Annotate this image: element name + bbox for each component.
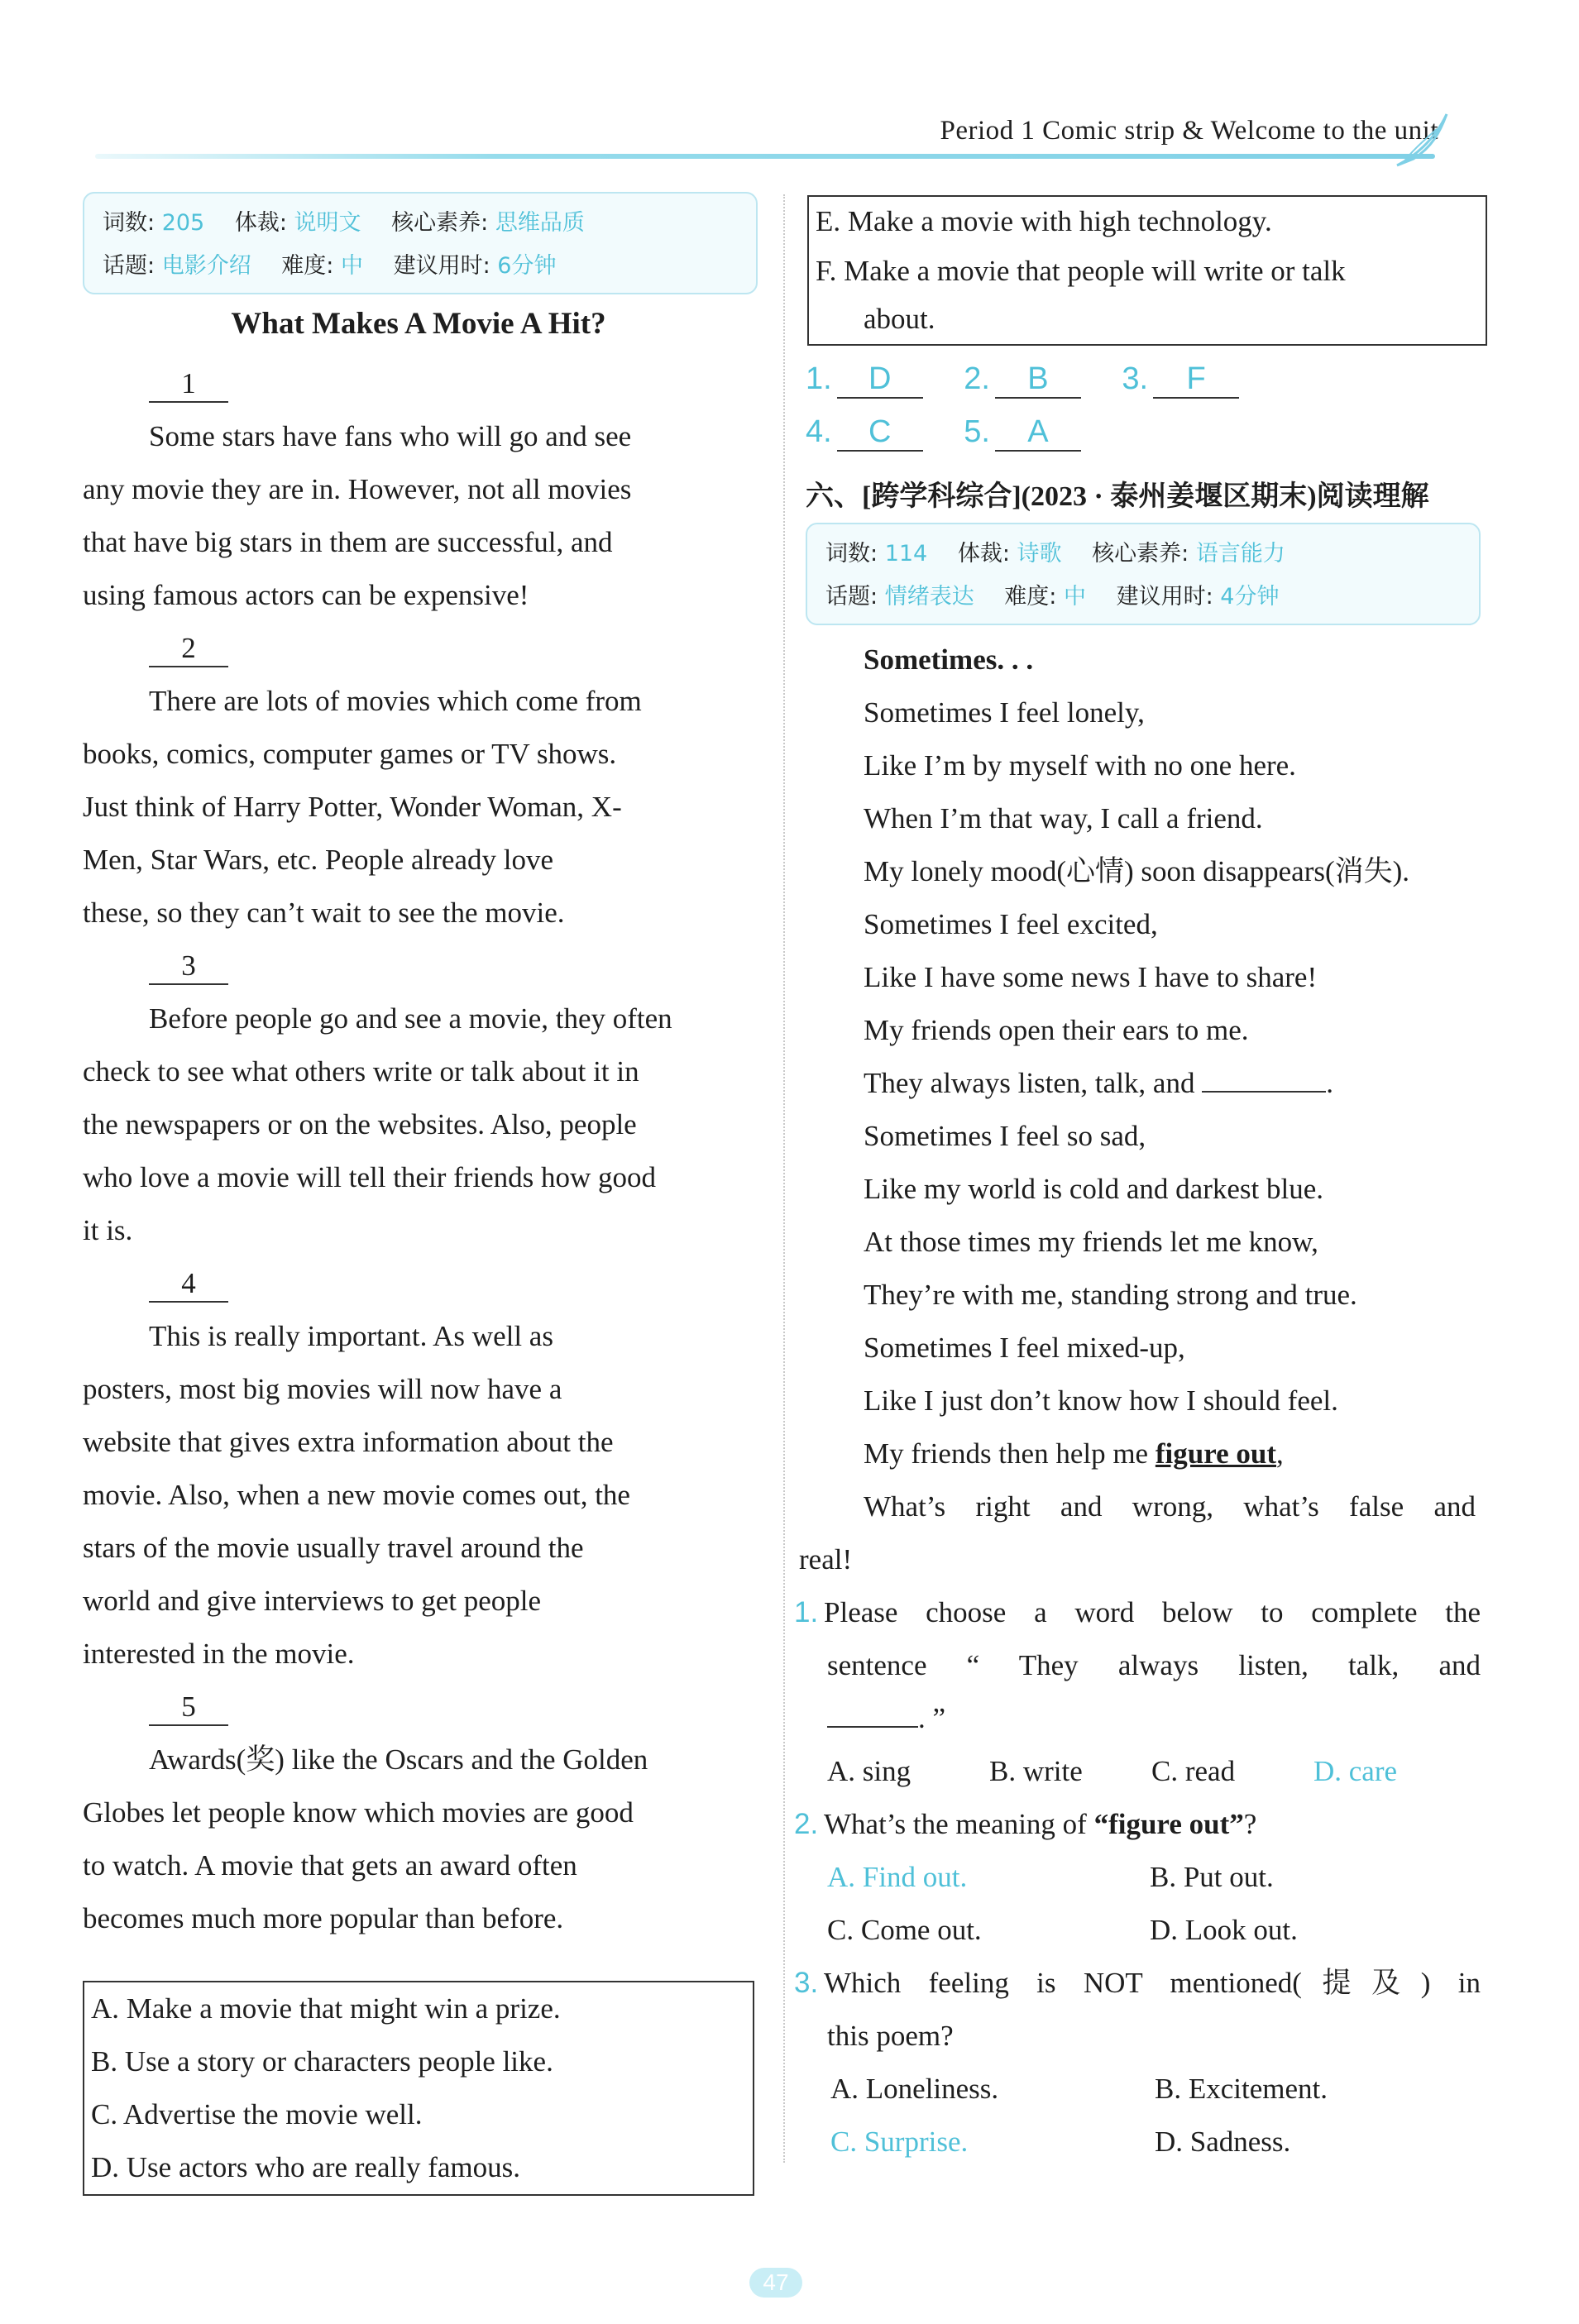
paragraph-2 xyxy=(83,675,758,940)
choice: C. Come out. xyxy=(827,1914,982,1946)
genre-value: 说明文 xyxy=(294,210,361,236)
line: using famous actors can be expensive! xyxy=(83,579,529,611)
poem-line: Like my world is cold and darkest blue. xyxy=(864,1173,1323,1205)
time-value: 6分钟 xyxy=(497,253,557,279)
section-number-3 xyxy=(83,940,758,992)
choice-answer: A. Find out. xyxy=(827,1861,968,1893)
running-header: Period 1 Comic strip & Welcome to the unit xyxy=(940,116,1438,146)
option-d: D. Use actors who are really famous. xyxy=(91,2151,520,2183)
word-count-label: 词数: xyxy=(103,210,156,236)
competency-value: 思维品质 xyxy=(495,210,585,236)
line: This is really important. As well as xyxy=(149,1320,553,1352)
line: posters, most big movies will now have a xyxy=(83,1373,562,1405)
line: Just think of Harry Potter, Wonder Woman, X- xyxy=(83,791,622,823)
question-number: 3. xyxy=(794,1967,819,1999)
line: Before people go and see a movie, they often xyxy=(149,1002,672,1035)
genre-value: 诗歌 xyxy=(1017,541,1062,567)
option-f: F. Make a movie that people will write or talk xyxy=(816,255,1346,287)
topic-label: 话题: xyxy=(103,253,156,279)
poem-title: Sometimes. . . xyxy=(864,643,1034,676)
article-title: What Makes A Movie A Hit? xyxy=(231,307,606,341)
genre-label: 体裁: xyxy=(234,210,287,236)
choice: D. Sadness. xyxy=(1155,2126,1291,2158)
line: movie. Also, when a new movie comes out, the xyxy=(83,1479,630,1511)
line: Awards(奖) like the Oscars and the Golden xyxy=(149,1743,648,1776)
difficulty-label: 难度: xyxy=(281,253,334,279)
answer-blank: C xyxy=(837,414,923,452)
blank-5: 5 xyxy=(149,1690,228,1726)
competency-label: 核心素养: xyxy=(391,210,489,236)
line: these, so they can’t wait to see the movie. xyxy=(83,897,565,929)
poem-line: My friends open their ears to me. xyxy=(864,1014,1249,1046)
poem xyxy=(864,634,1492,1533)
paragraph-5 xyxy=(83,1733,758,1945)
question-3-choices xyxy=(830,2063,1328,2116)
answer-num: 3. xyxy=(1122,361,1149,396)
poem-line: When I’m that way, I call a friend. xyxy=(864,802,1263,834)
feather-icon xyxy=(1389,108,1455,174)
poem-line-with-bold xyxy=(864,1427,1492,1480)
question-text: . xyxy=(918,1702,926,1734)
line: it is. xyxy=(83,1214,133,1246)
line: Some stars have fans who will go and see xyxy=(149,420,632,452)
line: to watch. A movie that gets an award often xyxy=(83,1849,577,1882)
section-number-5 xyxy=(83,1681,758,1733)
question-1: 1. Please choose a word below to complete the sentence “ They always listen, talk, and . ” xyxy=(794,1586,1481,1745)
option-f-cont: about. xyxy=(864,303,935,335)
choice: B. write xyxy=(989,1755,1083,1787)
line: the newspapers or on the websites. Also, people xyxy=(83,1108,637,1140)
question-text: this poem? xyxy=(827,2020,954,2052)
question-text: Please choose a word below to complete the xyxy=(824,1596,1481,1628)
line: There are lots of movies which come from xyxy=(149,685,642,717)
poem-line: Like I’m by myself with no one here. xyxy=(864,749,1296,782)
poem-last-line: real! xyxy=(799,1543,853,1576)
question-number: 2. xyxy=(794,1808,819,1840)
difficulty-label: 难度: xyxy=(1004,584,1057,610)
blank-2: 2 xyxy=(149,631,228,667)
choice: B. Excitement. xyxy=(1155,2073,1328,2105)
section-heading: 六、[跨学科综合](2023 · 泰州姜堰区期末)阅读理解 xyxy=(806,481,1429,512)
question-3-choices-row2 xyxy=(830,2116,1290,2169)
topic-label: 话题: xyxy=(825,584,878,610)
question-text: ? xyxy=(1243,1808,1257,1840)
right-info-box xyxy=(806,523,1481,625)
line: interested in the movie. xyxy=(83,1638,355,1670)
question-3 xyxy=(794,1957,1481,2063)
article-body xyxy=(83,357,758,1945)
poem-line: They always listen, talk, and xyxy=(864,1067,1195,1099)
line: stars of the movie usually travel around the xyxy=(83,1532,584,1564)
paragraph-4 xyxy=(83,1310,758,1681)
column-divider xyxy=(783,194,785,2163)
section-number-4 xyxy=(83,1257,758,1310)
poem-line: Like I have some news I have to share! xyxy=(864,961,1318,993)
choice: B. Put out. xyxy=(1150,1861,1274,1893)
time-value: 4分钟 xyxy=(1220,584,1280,610)
question-1-choices xyxy=(827,1745,1397,1798)
question-number: 1. xyxy=(794,1596,819,1628)
choice: A. Loneliness. xyxy=(830,2073,999,2105)
word-count-value: 205 xyxy=(161,210,205,236)
competency-value: 语言能力 xyxy=(1195,541,1285,567)
answer-num: 2. xyxy=(964,361,990,396)
line: books, comics, computer games or TV shows. xyxy=(83,738,617,770)
poem-line: What’s right and wrong, what’s false and xyxy=(864,1490,1476,1523)
line: any movie they are in. However, not all movies xyxy=(83,473,632,505)
poem-line: Sometimes I feel lonely, xyxy=(864,696,1145,729)
answer-num: 1. xyxy=(806,361,832,396)
options-box-right xyxy=(807,195,1487,346)
answer-blank: F xyxy=(1153,361,1239,399)
poem-line: They’re with me, standing strong and true. xyxy=(864,1279,1357,1311)
blank-3: 3 xyxy=(149,949,228,985)
answer-num: 4. xyxy=(806,414,832,449)
section-number-2 xyxy=(83,622,758,675)
answers-row-1 xyxy=(806,361,1272,399)
option-a: A. Make a movie that might win a prize. xyxy=(91,1992,561,2025)
blank-4: 4 xyxy=(149,1266,228,1303)
paragraph-3 xyxy=(83,992,758,1257)
question-2 xyxy=(794,1798,1481,1851)
poem-blank xyxy=(1202,1066,1326,1093)
answer-blank: A xyxy=(995,414,1081,452)
question-text: sentence “ They always listen, talk, and xyxy=(827,1649,1481,1681)
bold-phrase: figure out xyxy=(1155,1437,1276,1470)
poem-line-with-blank: They always listen, talk, and . xyxy=(864,1067,1333,1099)
option-c: C. Advertise the movie well. xyxy=(91,2098,423,2130)
competency-label: 核心素养: xyxy=(1092,541,1189,567)
choice: C. read xyxy=(1151,1755,1236,1787)
difficulty-value: 中 xyxy=(1064,584,1086,610)
poem-punct: , xyxy=(1276,1437,1284,1470)
poem-line: Like I just don’t know how I should feel. xyxy=(864,1384,1338,1417)
time-label: 建议用时: xyxy=(1116,584,1213,610)
option-b: B. Use a story or characters people like. xyxy=(91,2045,553,2078)
line: becomes much more popular than before. xyxy=(83,1902,564,1934)
blank-1: 1 xyxy=(149,366,228,403)
word-count-value: 114 xyxy=(884,541,928,567)
poem-line: At those times my friends let me know, xyxy=(864,1226,1318,1258)
answer-blank: B xyxy=(995,361,1081,399)
topic-value: 情绪表达 xyxy=(884,584,974,610)
question-text: What’s the meaning of xyxy=(824,1808,1094,1840)
poem-line: My friends then help me xyxy=(864,1437,1149,1470)
option-e: E. Make a movie with high technology. xyxy=(816,205,1272,237)
choice: D. Look out. xyxy=(1150,1914,1298,1946)
section-number-1 xyxy=(83,357,758,410)
header-rule xyxy=(95,154,1435,159)
line: Men, Star Wars, etc. People already love xyxy=(83,844,553,876)
line: who love a movie will tell their friends how good xyxy=(83,1161,657,1193)
answers-row-2 xyxy=(806,414,1114,452)
answer-blank: D xyxy=(837,361,923,399)
question-text: Which feeling is NOT mentioned(提及) in xyxy=(824,1967,1481,1999)
poem-line: Sometimes I feel so sad, xyxy=(864,1120,1146,1152)
answer-num: 5. xyxy=(964,414,990,449)
options-box-left xyxy=(83,1981,754,2196)
line: that have big stars in them are successful, and xyxy=(83,526,613,558)
poem-line: Sometimes I feel excited, xyxy=(864,908,1158,940)
choice-answer: D. care xyxy=(1313,1755,1398,1787)
time-label: 建议用时: xyxy=(393,253,490,279)
line: check to see what others write or talk about it in xyxy=(83,1055,639,1088)
genre-label: 体裁: xyxy=(957,541,1010,567)
choice-answer: C. Surprise. xyxy=(830,2126,969,2158)
line: world and give interviews to get people xyxy=(83,1585,542,1617)
question-2-choices xyxy=(827,1851,1274,1904)
topic-value: 电影介绍 xyxy=(161,253,251,279)
poem-line: My lonely mood(心情) soon disappears(消失). xyxy=(864,855,1410,887)
word-count-label: 词数: xyxy=(825,541,878,567)
paragraph-1 xyxy=(83,410,758,622)
difficulty-value: 中 xyxy=(341,253,363,279)
line: Globes let people know which movies are good xyxy=(83,1796,634,1829)
choice: A. sing xyxy=(827,1755,912,1787)
question-bold: “figure out” xyxy=(1093,1808,1244,1840)
question-2-choices-row2 xyxy=(827,1904,1298,1957)
question-blank xyxy=(827,1701,918,1728)
line: website that gives extra information about the xyxy=(83,1426,614,1458)
left-info-box xyxy=(83,192,758,294)
page-number: 47 xyxy=(749,2268,802,2298)
poem-line: Sometimes I feel mixed-up, xyxy=(864,1332,1185,1364)
